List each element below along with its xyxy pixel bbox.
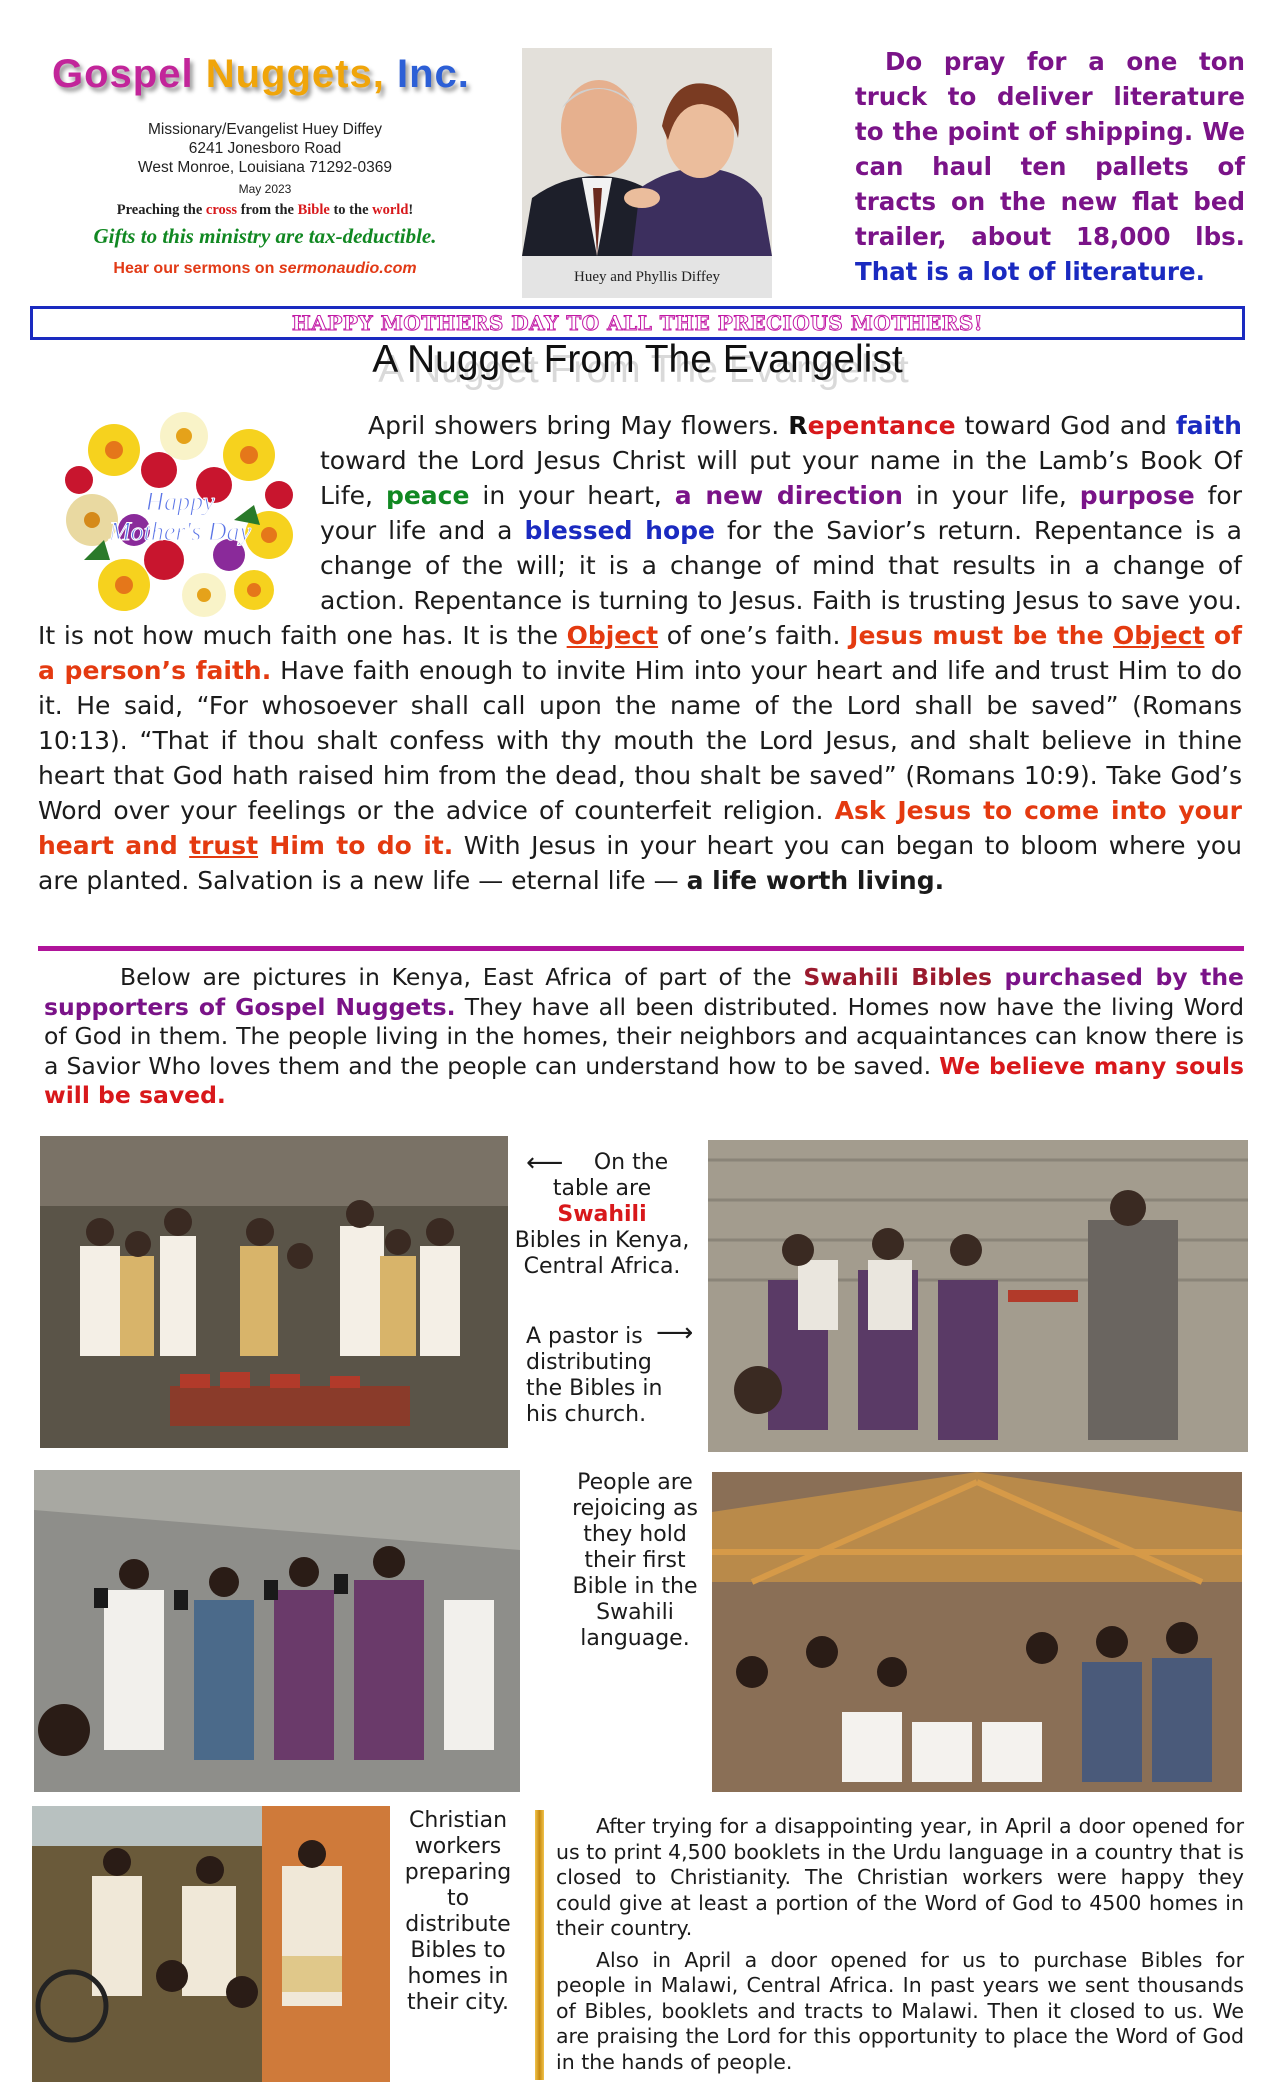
photo-caption: Huey and Phyllis Diffey [522, 256, 772, 298]
mothers-day-banner: HAPPY MOTHERS DAY TO ALL THE PRECIOUS MOTHERS! [30, 306, 1245, 340]
malawi-bibles-paragraph: Also in April a door opened for us to purchase Bibles for people in Malawi, Central Africa. In past years we sent thousands of Bibles, booklets and tracts to Malawi. Then it closed to us. We are praising the Lord for this opportunity to place the Word of God in the hands of people. [556, 1947, 1244, 2074]
preaching-tagline: Preaching the cross from the Bible to the world! [116, 202, 414, 218]
evangelist-article: Happy Mother's Day April showers bring May flowers. Repentance toward God and faith toward the Lord Jesus Christ will put your name in the Lamb’s Book Of Life, peace in your heart, a new direction in your life, purpose for your life and a blessed hope for the Savior’s return. Repentance is a change of the will; it is a change of mind that results in a change of action. Repentance is turning to Jesus. Faith is trusting Jesus to save you. It is not how much faith one has. It is the Object of one’s faith. Jesus must be the Object of a person’s faith. Have faith enough to invite Him into your heart and life and trust Him to do it. He said, “For whosoever shall call upon the name of the Lord shall be saved” (Romans 10:13). “That if thou shalt confess with thy mouth the Lord Jesus, and shalt believe in thine heart that God hath raised him from the dead, thou shalt be saved” (Romans 10:9). Take God’s Word over your feelings or the advice of counterfeit religion. Ask Jesus to come into your heart and trust Him to do it. With Jesus in your heart you can began to bloom where you are planted. Salvation is a new life — eternal life — a life worth living. [38, 411, 1243, 895]
couple-portrait-image [522, 48, 772, 256]
prayer-request: Do pray for a one ton truck to deliver literature to the point of shipping. We can haul ten pallets of tracts on the new flat bed trailer, about 18,000 lbs. That is a lot of literature. [855, 47, 1245, 286]
article-title: A Nugget From The Evangelist [372, 338, 903, 381]
sermons-note: Hear our sermons on sermonaudio.com [113, 260, 417, 277]
caption-christian-workers: Christian workers preparing to distribute Bibles to homes in their city. [404, 1808, 512, 2015]
decorative-vertical-bar [535, 1810, 544, 2080]
pastor-distributing-image [708, 1140, 1248, 1452]
arrow-right-icon: ⟶ [656, 1318, 694, 1348]
photo-people-rejoicing-1 [34, 1470, 520, 1792]
issue-date: May 2023 [238, 182, 292, 196]
ministry-logo: Gospel Nuggets, Inc. [52, 52, 470, 96]
caption-people-rejoicing: People are rejoicing as they hold their first Bible in the Swahili language. [572, 1470, 698, 1651]
urdu-booklets-paragraph: After trying for a disappointing year, in April a door opened for us to print 4,500 booklets in the Urdu language in a country that is closed to Christianity. The Christian workers were happy they could give at least a portion of the Word of God to 4500 homes in their country. [556, 1814, 1244, 1940]
tax-deductible-note: Gifts to this ministry are tax-deductible. [93, 224, 437, 248]
arrow-left-icon: ⟵ [526, 1148, 564, 1178]
caption-bibles-on-table: ⟵ On the table are Swahili Bibles in Kenya, Central Africa. [514, 1148, 690, 1279]
caption-pastor-distributing: ⟶ A pastor is distributing the Bibles in his church. [526, 1318, 694, 1427]
workers-with-bibles-image [32, 1806, 390, 2082]
section-divider [38, 946, 1244, 951]
sermon-site-link[interactable]: sermonaudio.com [278, 260, 417, 277]
address-line: 6241 Jonesboro Road [188, 140, 342, 157]
address-line: Missionary/Evangelist Huey Diffey [147, 121, 383, 138]
closing-update [556, 1814, 1244, 2075]
photo-christian-workers [32, 1806, 390, 2082]
congregation-image [712, 1472, 1242, 1792]
ministry-address-block [60, 120, 470, 278]
flowers-image-text-happy: Happy [145, 487, 215, 516]
mothers-day-flowers-image [64, 410, 296, 618]
photo-pastor-distributing [708, 1140, 1248, 1452]
photo-bibles-on-table [40, 1136, 508, 1448]
kenya-intro: Below are pictures in Kenya, East Africa of part of the Swahili Bibles purchased by the supporters of Gospel Nuggets. They have all been distributed. Homes now have the living Word of God in them. The people living in the homes, their neighbors and acquaintances can know there is a Savior Who loves them and the people can understand how to be saved. We believe many souls will be saved. [44, 963, 1244, 1109]
church-group-image [40, 1136, 508, 1448]
women-holding-bibles-image [34, 1470, 520, 1792]
photo-people-rejoicing-2 [712, 1472, 1242, 1792]
flowers-image-text-mothers-day: Mother's Day [108, 517, 252, 546]
address-line: West Monroe, Louisiana 71292-0369 [138, 159, 392, 176]
founders-photo [522, 48, 772, 298]
prayer-request-closing: That is a lot of literature. [855, 257, 1205, 286]
